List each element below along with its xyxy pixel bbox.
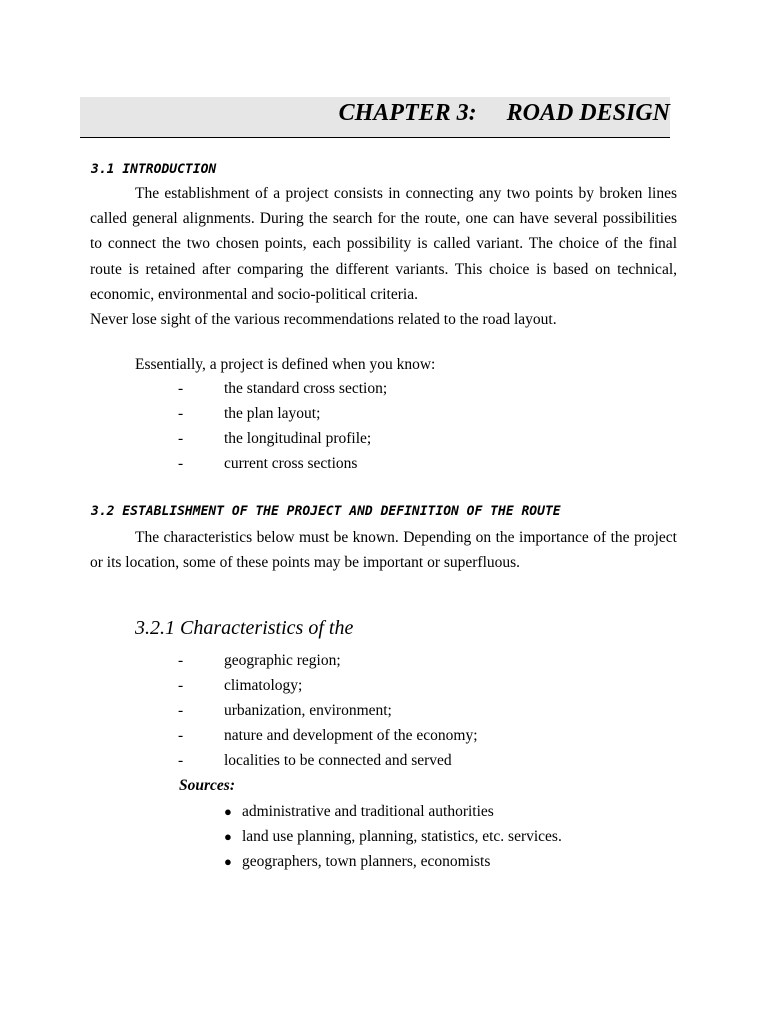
dash-marker: - <box>178 455 184 472</box>
bullet-item-text: geographers, town planners, economists <box>242 853 491 870</box>
dash-marker: - <box>178 752 184 769</box>
list-item <box>178 727 478 745</box>
section-heading-introduction: 3.1 INTRODUCTION <box>91 162 217 177</box>
dash-marker: - <box>178 380 184 397</box>
list-intro: Essentially, a project is defined when you know: <box>135 356 436 373</box>
bullet-icon: ● <box>224 829 232 844</box>
layout-note: Never lose sight of the various recommendations related to the road layout. <box>90 311 557 328</box>
dash-marker: - <box>178 652 184 669</box>
bullet-item <box>224 828 562 846</box>
list-item <box>178 652 341 670</box>
list-item <box>178 430 371 448</box>
bullet-item-text: land use planning, planning, statistics, etc. services. <box>242 828 562 845</box>
dash-marker: - <box>178 702 184 719</box>
list-item-text: geographic region; <box>224 652 341 669</box>
establishment-paragraph <box>90 525 677 575</box>
sources-label: Sources: <box>179 777 235 794</box>
list-item <box>178 702 392 720</box>
establishment-paragraph-text: The characteristics below must be known. Depending on the importance of the project or its location, some of these points may be important or superfluous. <box>90 529 677 572</box>
list-item-text: nature and development of the economy; <box>224 727 478 744</box>
bullet-icon: ● <box>224 804 232 819</box>
intro-paragraph-text: The establishment of a project consists in connecting any two points by broken lines called general alignments. During the search for the route, one can have several possibilities to connect the two chosen points, each possibility is called variant. The choice of the final route is retained after comparing the different variants. This choice is based on technical, economic, environmental and socio-political criteria. <box>90 185 677 303</box>
chapter-header-bar <box>80 97 670 138</box>
list-item-text: urbanization, environment; <box>224 702 392 719</box>
list-item <box>178 752 452 770</box>
list-item-text: the plan layout; <box>224 405 321 422</box>
subsection-heading: 3.2.1 Characteristics of the <box>135 617 354 639</box>
list-item-text: localities to be connected and served <box>224 752 452 769</box>
dash-marker: - <box>178 430 184 447</box>
list-item <box>178 455 357 473</box>
bullet-item <box>224 853 490 871</box>
section-heading-establishment: 3.2 ESTABLISHMENT OF THE PROJECT AND DEFINITION OF THE ROUTE <box>91 504 561 519</box>
dash-marker: - <box>178 727 184 744</box>
list-item-text: the longitudinal profile; <box>224 430 372 447</box>
chapter-title: CHAPTER 3: ROAD DESIGN <box>338 100 670 126</box>
list-item <box>178 380 387 398</box>
list-item-text: climatology; <box>224 677 303 694</box>
intro-paragraph <box>90 181 677 307</box>
list-item-text: current cross sections <box>224 455 358 472</box>
dash-marker: - <box>178 677 184 694</box>
list-item <box>178 677 302 695</box>
bullet-item <box>224 803 494 821</box>
list-item-text: the standard cross section; <box>224 380 388 397</box>
bullet-item-text: administrative and traditional authorities <box>242 803 494 820</box>
bullet-icon: ● <box>224 854 232 869</box>
list-item <box>178 405 320 423</box>
dash-marker: - <box>178 405 184 422</box>
